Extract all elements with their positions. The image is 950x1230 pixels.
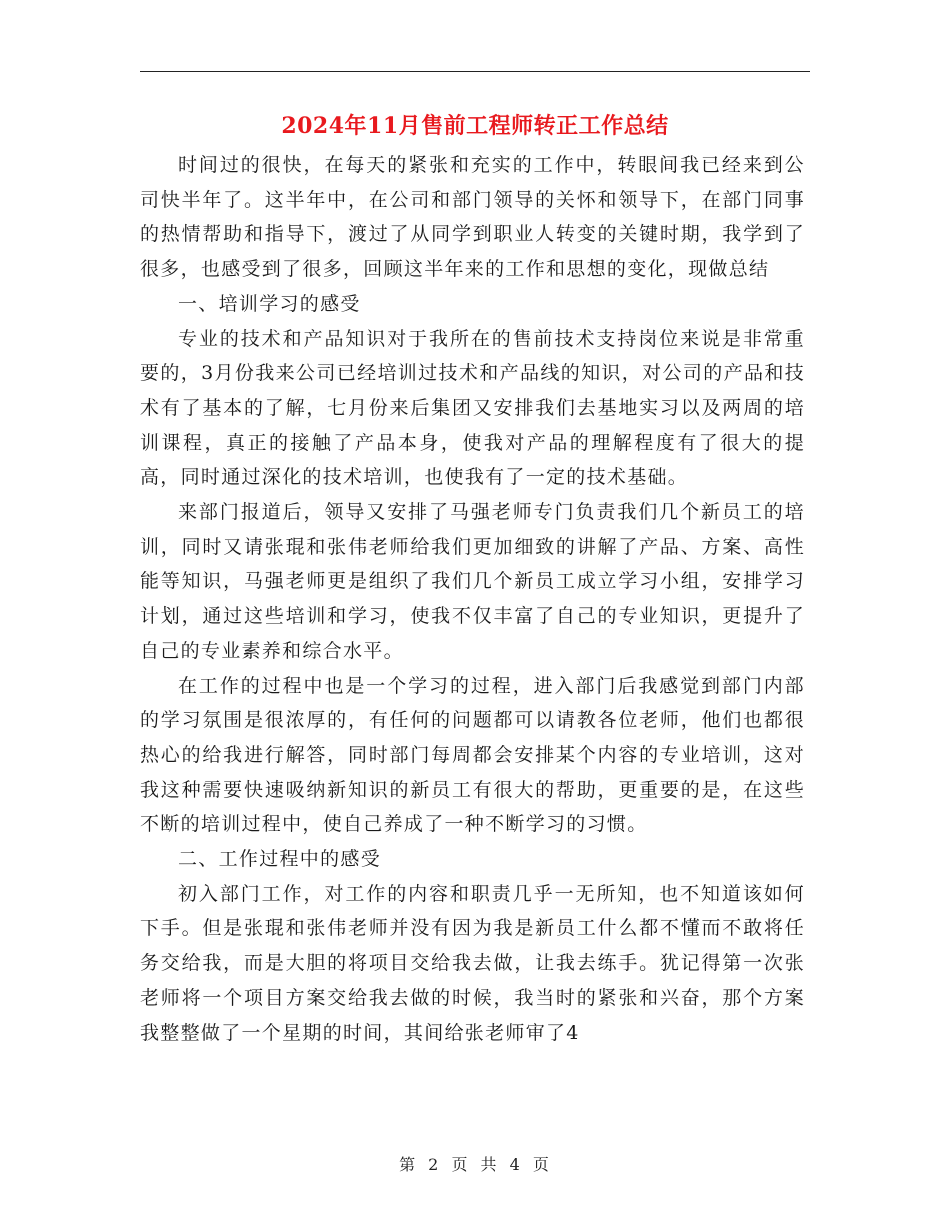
paragraph-training-3: 在工作的过程中也是一个学习的过程，进入部门后我感觉到部门内部的学习氛围是很浓厚的，有任何的问题都可以请教各位老师，他们也都很热心的给我进行解答，同时部门每周都会安排某个内容的专业培训，这对我这种需要快速吸纳新知识的新员工有很大的帮助，更重要的是，在这些不断的培训过程中，使自己养成了一种不断学习的习惯。 — [140, 674, 805, 836]
document-title: 2024年11月售前工程师转正工作总结 — [281, 113, 669, 139]
paragraph-work-1: 初入部门工作，对工作的内容和职责几乎一无所知，也不知道该如何下手。但是张琨和张伟老师并没有因为我是新员工什么都不懂而不敢将任务交给我，而是大胆的将项目交给我去做，让我去练手。犹记得第一次张老师将一个项目方案交给我去做的时候，我当时的紧张和兴奋，那个方案我整整做了一个星期的时间，其间给张老师审了4 — [140, 882, 805, 1044]
paragraph-intro: 时间过的很快，在每天的紧张和充实的工作中，转眼间我已经来到公司快半年了。这半年中，在公司和部门领导的关怀和领导下，在部门同事的热情帮助和指导下，渡过了从同学到职业人转变的关键时期，我学到了很多，也感受到了很多，回顾这半年来的工作和思想的变化，现做总结 — [140, 154, 805, 281]
paragraph-training-2: 来部门报道后，领导又安排了马强老师专门负责我们几个新员工的培训，同时又请张琨和张伟老师给我们更加细致的讲解了产品、方案、高性能等知识，马强老师更是组织了我们几个新员工成立学习小组，安排学习计划，通过这些培训和学习，使我不仅丰富了自己的专业知识，更提升了自己的专业素养和综合水平。 — [140, 501, 805, 662]
section-heading-training: 一、培训学习的感受 — [178, 292, 361, 315]
document-body — [140, 148, 805, 1050]
page-footer: 第 2 页 共 4 页 — [399, 1155, 551, 1174]
paragraph-training-1: 专业的技术和产品知识对于我所在的售前技术支持岗位来说是非常重要的，3月份我来公司已经培训过技术和产品线的知识，对公司的产品和技术有了基本的了解，七月份来后集团又安排我们去基地实习以及两周的培训课程，真正的接触了产品本身，使我对产品的理解程度有了很大的提高，同时通过深化的技术培训，也使我有了一定的技术基础。 — [140, 327, 805, 489]
header-rule — [140, 71, 810, 72]
section-heading-work: 二、工作过程中的感受 — [178, 848, 382, 871]
